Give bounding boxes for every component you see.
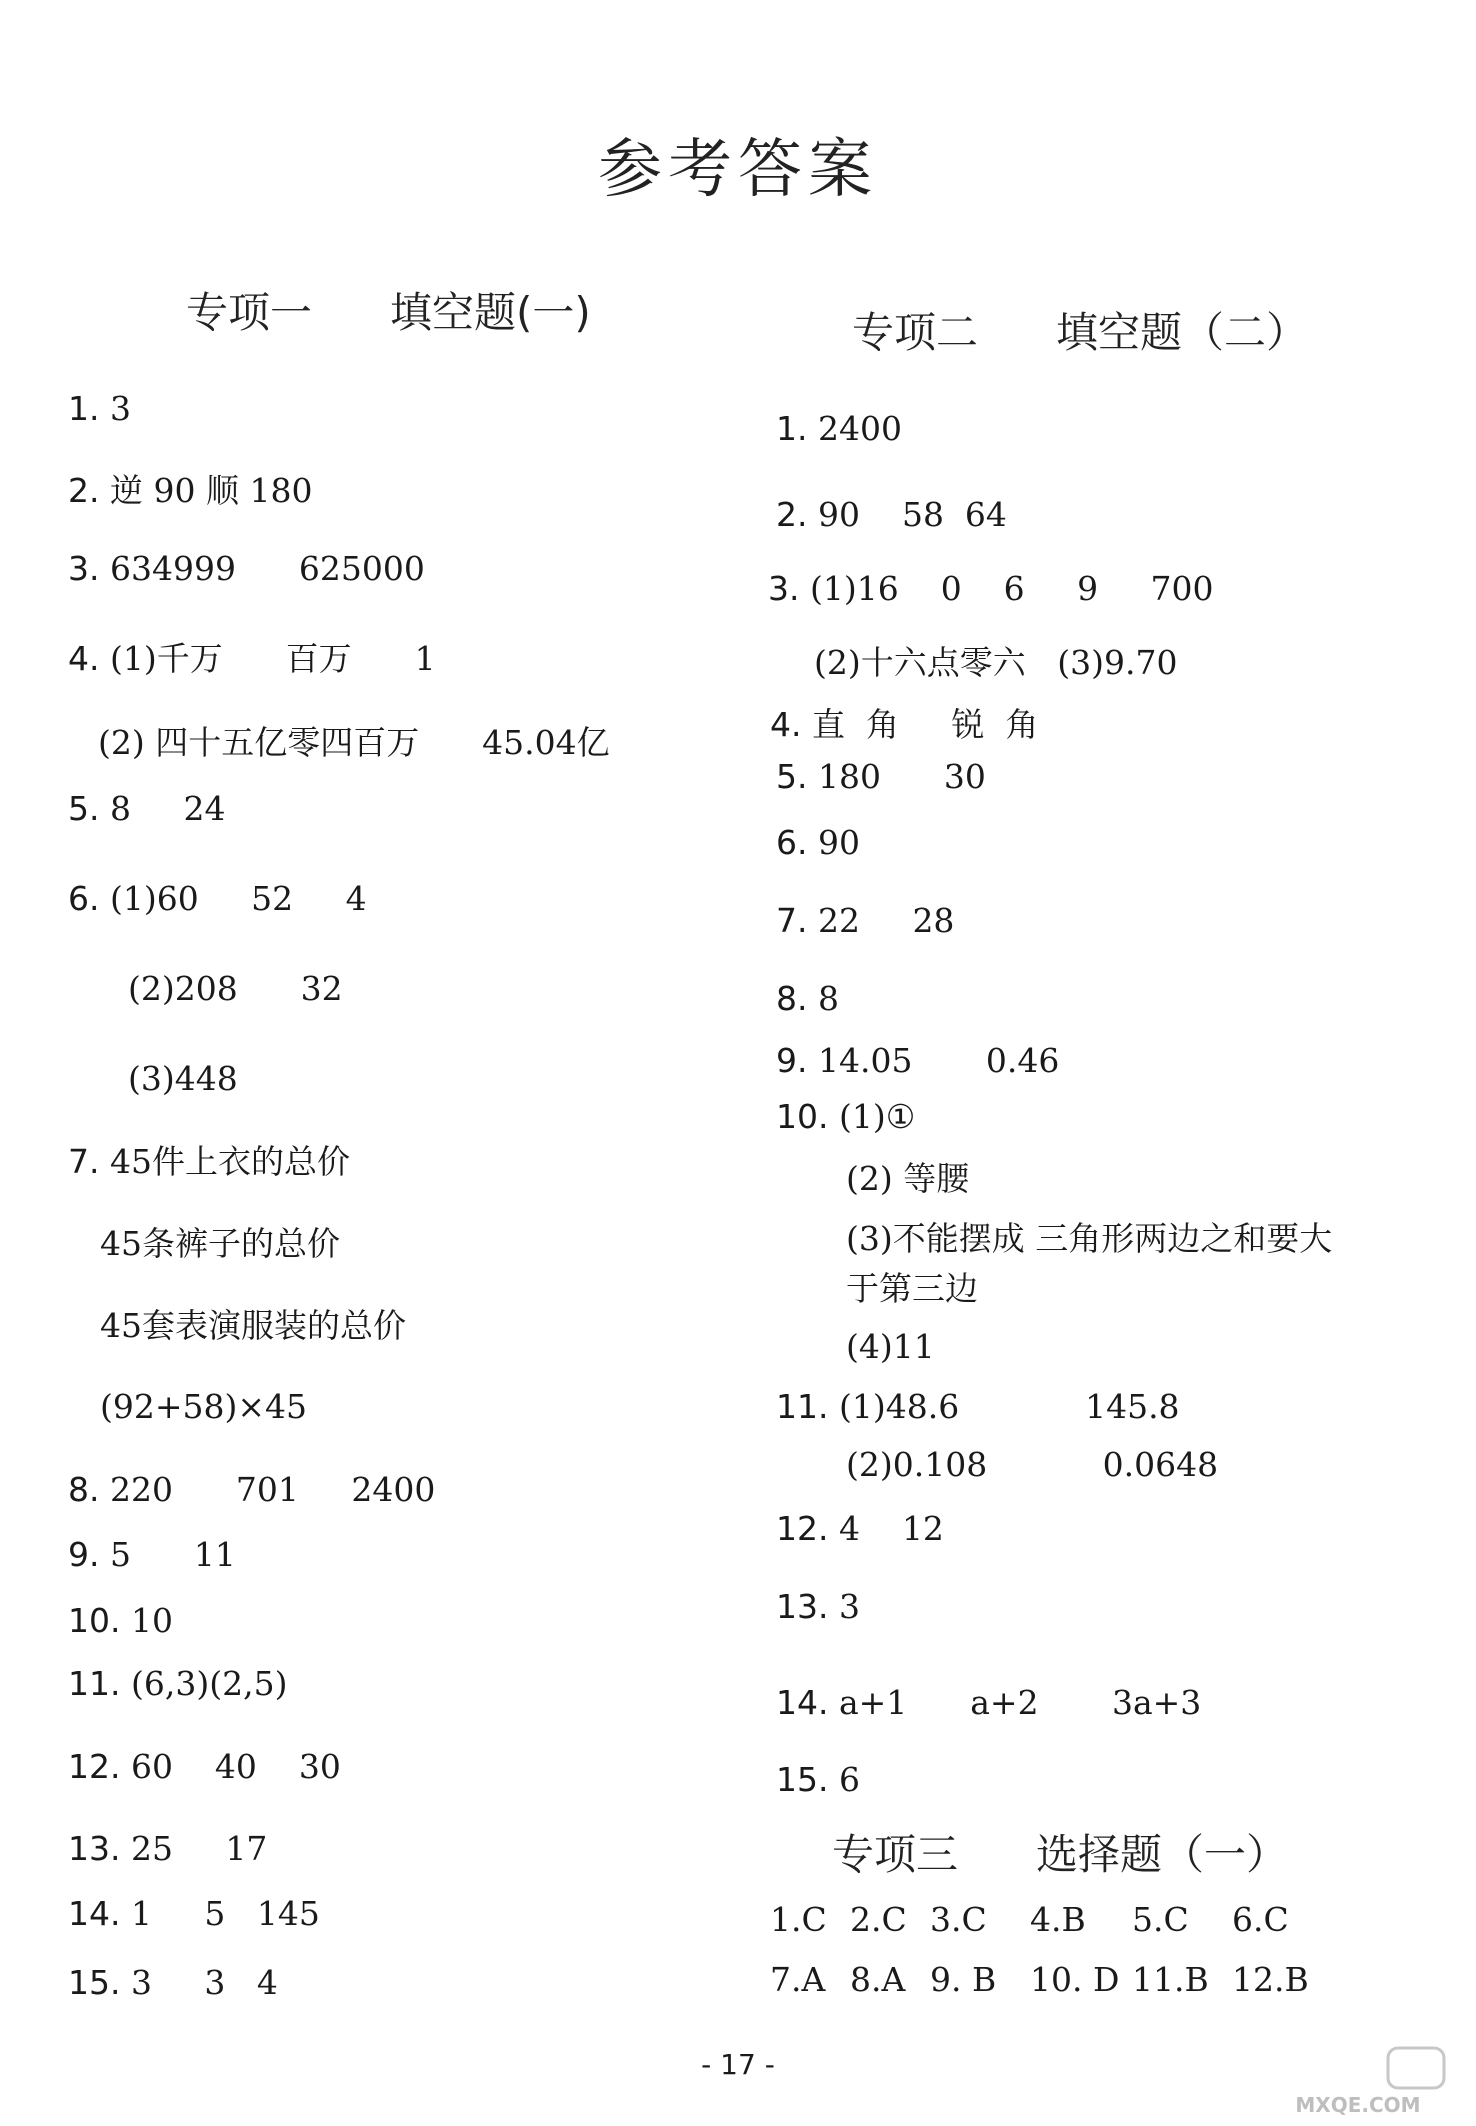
answer-item xyxy=(68,1470,436,1509)
item-number: 7. xyxy=(776,901,808,940)
choice-answer: 6.C xyxy=(1232,1900,1289,1939)
answer-item xyxy=(776,1387,1180,1426)
item-value: (6,3)(2,5) xyxy=(130,1664,288,1703)
item-value: 45条裤子的总价 xyxy=(100,1224,340,1263)
item-number: 14. xyxy=(68,1894,121,1933)
item-value: 3 xyxy=(110,389,131,428)
item-number: 9. xyxy=(776,1041,808,1080)
answer-item xyxy=(776,1097,916,1136)
item-value: (2)十六点零六 (3)9.70 xyxy=(814,643,1178,682)
answer-item xyxy=(68,1829,268,1868)
item-number: 7. xyxy=(68,1142,100,1181)
item-number: 2. xyxy=(68,471,100,510)
item-number: 1. xyxy=(776,409,808,448)
item-value: (3)不能摆成 三角形两边之和要大 xyxy=(846,1219,1333,1258)
answer-item xyxy=(776,1587,860,1626)
item-value: 4 12 xyxy=(838,1509,944,1548)
item-number: 2. xyxy=(776,495,808,534)
item-number: 8. xyxy=(68,1470,100,1509)
item-value: 8 24 xyxy=(110,789,226,828)
item-value: 10 xyxy=(130,1601,173,1640)
item-value: (1)① xyxy=(838,1097,916,1136)
item-value: 634999 625000 xyxy=(110,549,425,588)
item-value: (2) 等腰 xyxy=(846,1159,970,1198)
answer-item xyxy=(814,643,1178,682)
item-number: 12. xyxy=(776,1509,829,1548)
answer-item xyxy=(776,1509,944,1548)
section-label: 专项三 xyxy=(832,1830,959,1879)
answer-item xyxy=(776,979,839,1018)
item-value: 25 17 xyxy=(130,1829,268,1868)
answer-item xyxy=(68,1894,320,1933)
page-number: - 17 - xyxy=(701,2048,775,2081)
answer-item xyxy=(776,409,902,448)
section-title-1 xyxy=(186,280,591,340)
choice-answer: 8.A xyxy=(850,1960,906,1999)
answer-item xyxy=(68,389,131,428)
item-number: 10. xyxy=(68,1601,121,1640)
choice-answer: 9. B xyxy=(930,1960,997,1999)
answer-item xyxy=(776,823,860,862)
item-number: 14. xyxy=(776,1683,829,1722)
choice-answer: 4.B xyxy=(1030,1900,1086,1939)
answer-item xyxy=(100,1387,308,1426)
choice-answer: 5.C xyxy=(1132,1900,1189,1939)
item-number: 13. xyxy=(68,1829,121,1868)
item-value: (92+58)×45 xyxy=(100,1387,308,1426)
answer-item xyxy=(846,1269,978,1308)
answer-item xyxy=(68,1963,278,2002)
item-number: 9. xyxy=(68,1535,100,1574)
answer-item xyxy=(68,1535,236,1574)
answer-item xyxy=(776,1041,1060,1080)
answer-item xyxy=(768,569,1214,608)
answer-item xyxy=(100,1224,340,1263)
item-value: 90 xyxy=(818,823,860,862)
section-label: 专项一 xyxy=(186,288,313,337)
item-value: 45件上衣的总价 xyxy=(110,1142,350,1181)
item-value: 8 xyxy=(818,979,839,1018)
item-value: (1)48.6 145.8 xyxy=(838,1387,1180,1426)
item-value: (1)60 52 4 xyxy=(110,879,367,918)
answer-item xyxy=(846,1159,970,1198)
section-title-3 xyxy=(832,1822,1288,1882)
watermark-text: MXQE.COM xyxy=(1295,2093,1421,2117)
item-number: 4. xyxy=(68,639,100,678)
item-number: 3. xyxy=(68,549,100,588)
page-title: 参考答案 xyxy=(598,133,878,207)
answer-item xyxy=(776,1760,860,1799)
item-value: 180 30 xyxy=(818,757,986,796)
section-name: 选择题（一） xyxy=(1036,1830,1289,1879)
section-name: 填空题（二） xyxy=(1056,308,1309,357)
answer-item xyxy=(846,1219,1333,1258)
answer-item xyxy=(98,723,610,762)
answer-item xyxy=(68,1747,341,1786)
answer-item xyxy=(68,1664,288,1703)
item-number: 8. xyxy=(776,979,808,1018)
item-value: 22 28 xyxy=(818,901,955,940)
answer-item xyxy=(770,705,1039,744)
choice-answer: 11.B xyxy=(1132,1960,1209,1999)
item-value: 直 角 锐 角 xyxy=(812,705,1039,744)
item-value: 220 701 2400 xyxy=(110,1470,436,1509)
answer-item xyxy=(128,1059,238,1098)
item-number: 1. xyxy=(68,389,100,428)
answer-item xyxy=(68,549,425,588)
section-title-2 xyxy=(852,300,1308,360)
answer-item xyxy=(776,495,1007,534)
answer-item xyxy=(68,1142,350,1181)
item-number: 13. xyxy=(776,1587,829,1626)
item-value: (1)16 0 6 9 700 xyxy=(810,569,1214,608)
item-value: 5 11 xyxy=(110,1535,236,1574)
answer-item xyxy=(68,1601,173,1640)
section-label: 专项二 xyxy=(852,308,979,357)
choice-answer: 3.C xyxy=(930,1900,987,1939)
watermark-logo-icon xyxy=(1258,2044,1458,2118)
item-value: (1)千万 百万 1 xyxy=(110,639,436,678)
item-number: 5. xyxy=(68,789,100,828)
item-value: 45套表演服装的总价 xyxy=(100,1306,406,1345)
choice-answer: 2.C xyxy=(850,1900,907,1939)
item-number: 4. xyxy=(770,705,802,744)
answer-item xyxy=(846,1445,1219,1484)
item-value: 60 40 30 xyxy=(130,1747,341,1786)
answer-item xyxy=(776,1683,1202,1722)
item-number: 11. xyxy=(68,1664,121,1703)
item-number: 15. xyxy=(68,1963,121,2002)
answer-item xyxy=(776,757,986,796)
item-number: 10. xyxy=(776,1097,829,1136)
answer-item xyxy=(68,879,367,918)
choice-answer: 12.B xyxy=(1232,1960,1309,1999)
item-value: 14.05 0.46 xyxy=(818,1041,1060,1080)
item-number: 15. xyxy=(776,1760,829,1799)
item-value: 1 5 145 xyxy=(130,1894,320,1933)
item-value: 于第三边 xyxy=(846,1269,978,1308)
item-number: 6. xyxy=(776,823,808,862)
item-number: 12. xyxy=(68,1747,121,1786)
section-name: 填空题(一) xyxy=(390,288,591,337)
item-value: a+1 a+2 3a+3 xyxy=(838,1683,1202,1722)
item-number: 5. xyxy=(776,757,808,796)
choice-answer: 10. D xyxy=(1030,1960,1120,1999)
item-number: 11. xyxy=(776,1387,829,1426)
answer-item xyxy=(68,471,313,510)
item-number: 6. xyxy=(68,879,100,918)
item-value: 2400 xyxy=(818,409,902,448)
item-value: (2)208 32 xyxy=(128,969,343,1008)
item-value: (2)0.108 0.0648 xyxy=(846,1445,1219,1484)
item-value: 3 xyxy=(838,1587,860,1626)
answer-item xyxy=(100,1306,406,1345)
answer-item xyxy=(776,901,955,940)
answer-item xyxy=(846,1327,935,1366)
answer-item xyxy=(128,969,343,1008)
item-value: 90 58 64 xyxy=(818,495,1007,534)
item-value: (3)448 xyxy=(128,1059,238,1098)
item-number: 3. xyxy=(768,569,800,608)
item-value: (4)11 xyxy=(846,1327,935,1366)
choice-answer: 1.C xyxy=(770,1900,827,1939)
item-value: (2) 四十五亿零四百万 45.04亿 xyxy=(98,723,610,762)
item-value: 逆 90 顺 180 xyxy=(110,471,313,510)
item-value: 6 xyxy=(838,1760,860,1799)
choice-answer: 7.A xyxy=(770,1960,826,1999)
item-value: 3 3 4 xyxy=(130,1963,278,2002)
answer-item xyxy=(68,789,226,828)
answer-item xyxy=(68,639,436,678)
